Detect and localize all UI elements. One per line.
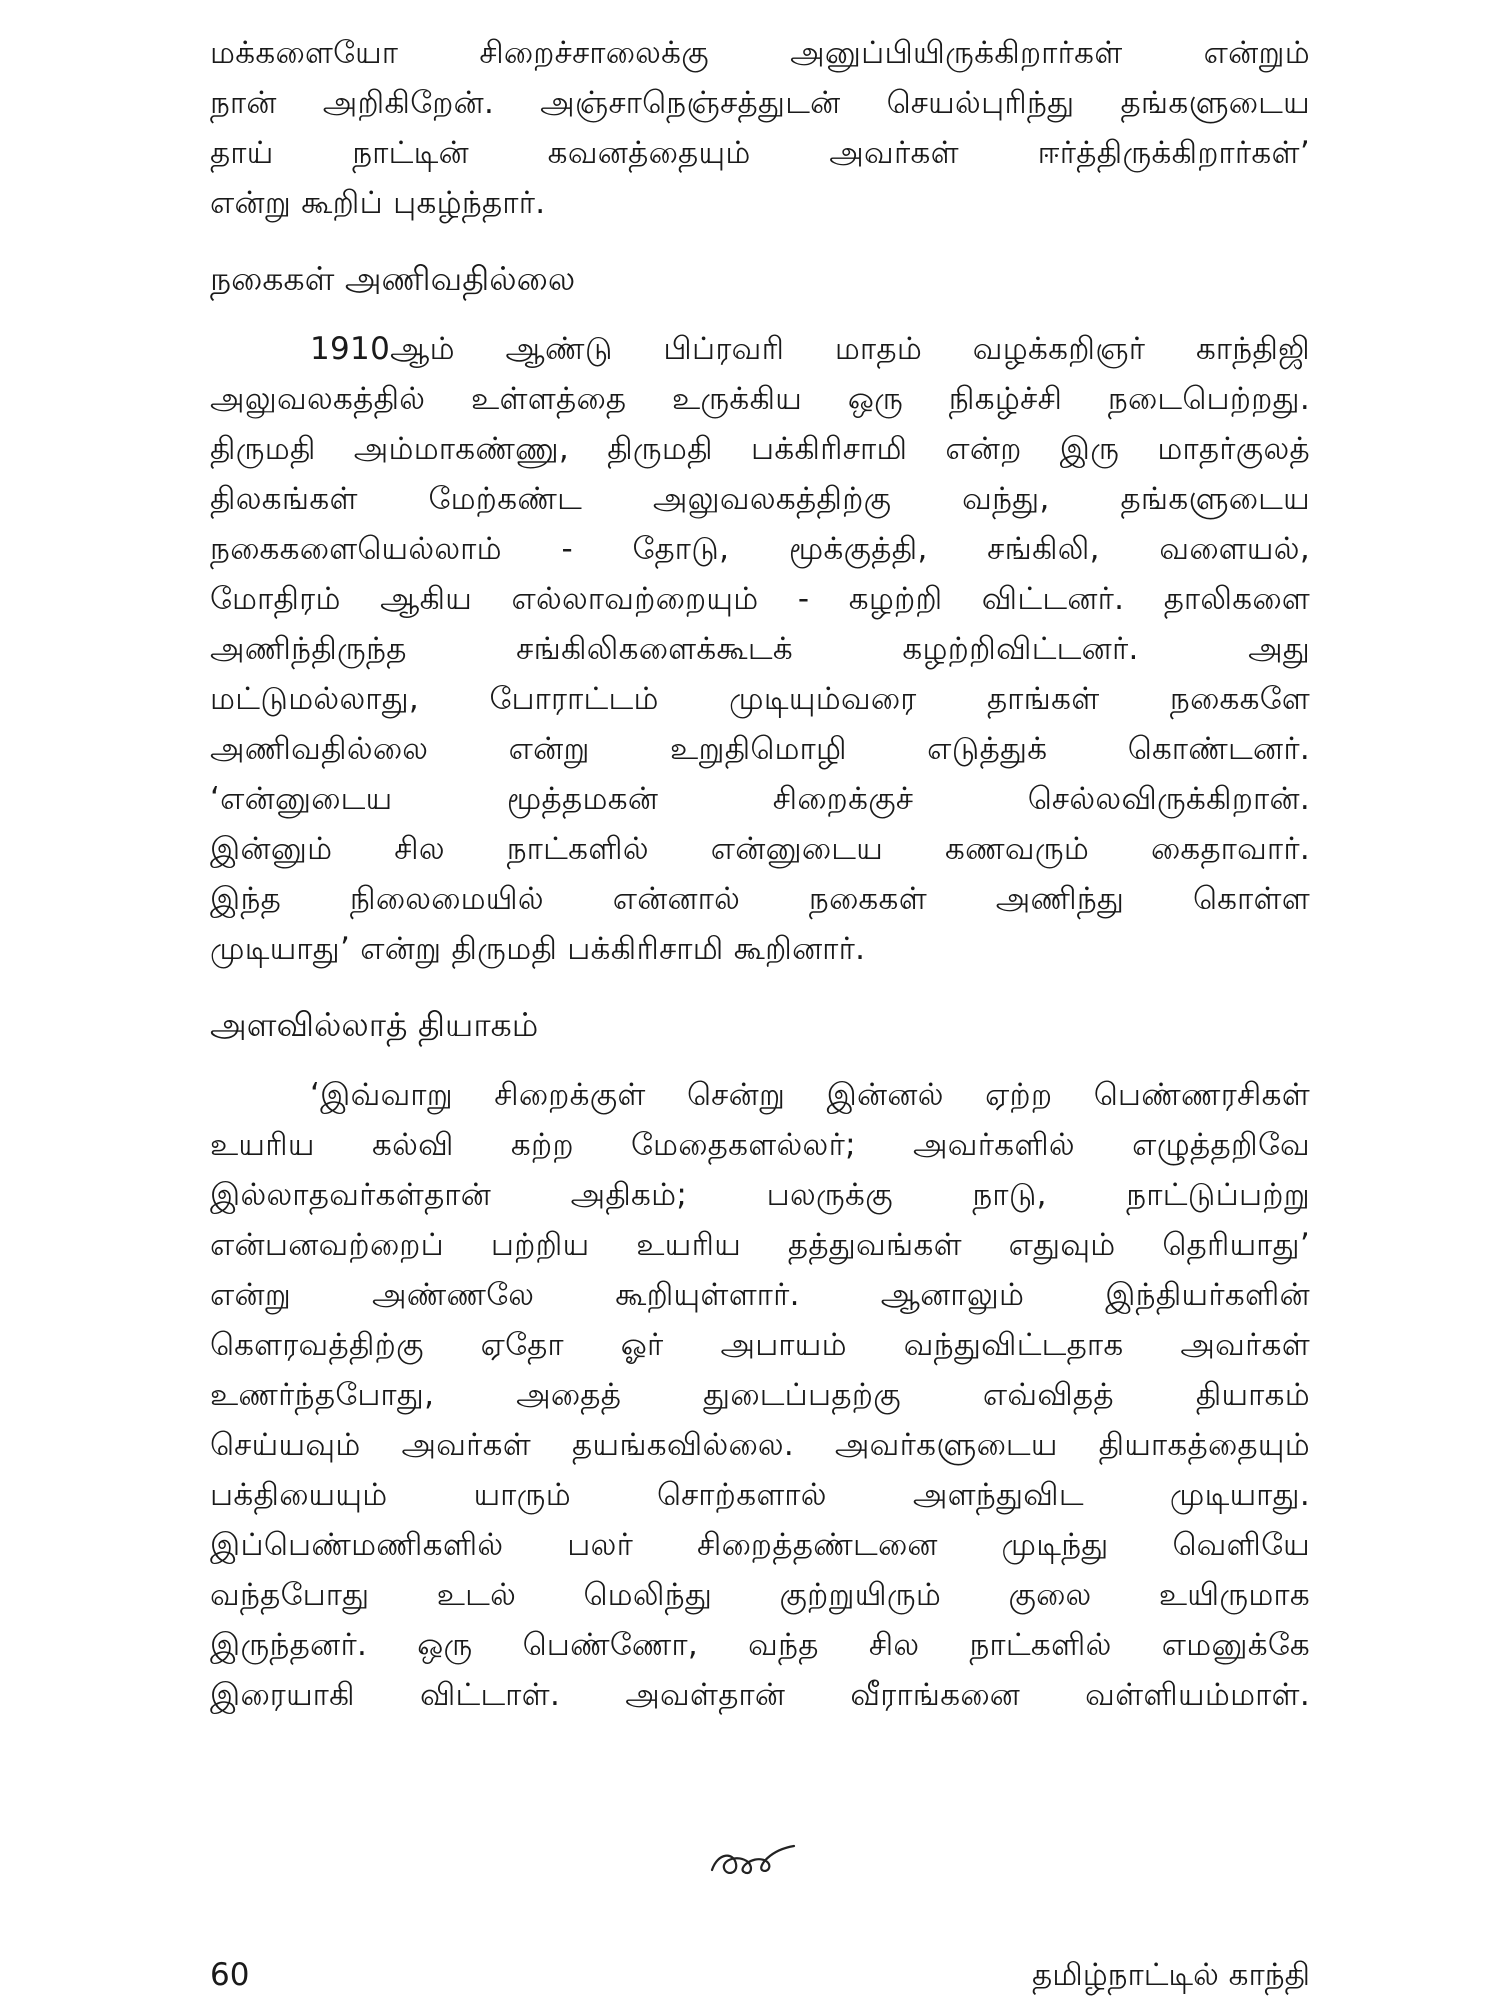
text-line: நான் அறிகிறேன். அஞ்சாநெஞ்சத்துடன் செயல்புரிந்து தங்களுடைய bbox=[210, 85, 1310, 121]
text-line: இன்னும் சில நாட்களில் என்னுடைய கணவரும் கைதாவார். bbox=[210, 831, 1310, 867]
section-paragraph bbox=[210, 1070, 1310, 1720]
section-paragraph bbox=[210, 324, 1310, 974]
text-line: திருமதி அம்மாகண்ணு, திருமதி பக்கிரிசாமி என்ற இரு மாதர்குலத் bbox=[210, 431, 1310, 467]
page-body bbox=[210, 28, 1310, 1720]
section-heading: அளவில்லாத் தியாகம் bbox=[210, 1005, 539, 1044]
text-line: செய்யவும் அவர்கள் தயங்கவில்லை. அவர்களுடைய தியாகத்தையும் bbox=[210, 1427, 1310, 1463]
section-heading: நகைகள் அணிவதில்லை bbox=[210, 259, 576, 298]
text-line: முடியாது’ என்று திருமதி பக்கிரிசாமி கூறினார். bbox=[210, 931, 866, 967]
text-line: உணர்ந்தபோது, அதைத் துடைப்பதற்கு எவ்விதத் தியாகம் bbox=[210, 1377, 1310, 1413]
running-title: தமிழ்நாட்டில் காந்தி bbox=[1032, 1957, 1310, 1993]
text-line: பக்தியையும் யாரும் சொற்களால் அளந்துவிட முடியாது. bbox=[210, 1477, 1310, 1513]
text-line: 1910ஆம் ஆண்டு பிப்ரவரி மாதம் வழக்கறிஞர் காந்திஜி bbox=[310, 331, 1310, 367]
text-line: என்பனவற்றைப் பற்றிய உயரிய தத்துவங்கள் எதுவும் தெரியாது’ bbox=[210, 1227, 1310, 1263]
text-line: மோதிரம் ஆகிய எல்லாவற்றையும் - கழற்றி விட்டனர். தாலிகளை bbox=[210, 581, 1310, 617]
text-line: மட்டுமல்லாது, போராட்டம் முடியும்வரை தாங்கள் நகைகளே bbox=[210, 681, 1310, 717]
text-line: நகைகளையெல்லாம் - தோடு, மூக்குத்தி, சங்கிலி, வளையல், bbox=[210, 531, 1310, 567]
text-line: கௌரவத்திற்கு ஏதோ ஓர் அபாயம் வந்துவிட்டதாக அவர்கள் bbox=[210, 1327, 1310, 1363]
text-line: இல்லாதவர்கள்தான் அதிகம்; பலருக்கு நாடு, நாட்டுப்பற்று bbox=[210, 1177, 1310, 1213]
intro-paragraph bbox=[210, 28, 1310, 228]
text-line: ‘என்னுடைய மூத்தமகன் சிறைக்குச் செல்லவிருக்கிறான். bbox=[210, 781, 1310, 817]
text-line: இருந்தனர். ஒரு பெண்ணோ, வந்த சில நாட்களில் எமனுக்கே bbox=[210, 1627, 1310, 1663]
text-line: அலுவலகத்தில் உள்ளத்தை உருக்கிய ஒரு நிகழ்ச்சி நடைபெற்றது. bbox=[210, 381, 1310, 417]
flourish-ornament-icon bbox=[708, 1840, 798, 1880]
text-line: இரையாகி விட்டாள். அவள்தான் வீராங்கனை வள்ளியம்மாள். bbox=[210, 1677, 1310, 1713]
text-line: என்று கூறிப் புகழ்ந்தார். bbox=[210, 185, 546, 221]
text-line: என்று அண்ணலே கூறியுள்ளார். ஆனாலும் இந்தியர்களின் bbox=[210, 1277, 1310, 1313]
page-number: 60 bbox=[210, 1957, 250, 1993]
text-line: இப்பெண்மணிகளில் பலர் சிறைத்தண்டனை முடிந்து வெளியே bbox=[210, 1527, 1310, 1563]
text-line: அணிந்திருந்த சங்கிலிகளைக்கூடக் கழற்றிவிட்டனர். அது bbox=[210, 631, 1310, 667]
text-line: மக்களையோ சிறைச்சாலைக்கு அனுப்பியிருக்கிறார்கள் என்றும் bbox=[210, 35, 1310, 71]
text-line: இந்த நிலைமையில் என்னால் நகைகள் அணிந்து கொள்ள bbox=[210, 881, 1310, 917]
text-line: தாய் நாட்டின் கவனத்தையும் அவர்கள் ஈர்த்திருக்கிறார்கள்’ bbox=[210, 135, 1310, 171]
text-line: ‘இவ்வாறு சிறைக்குள் சென்று இன்னல் ஏற்ற பெண்ணரசிகள் bbox=[310, 1077, 1310, 1113]
text-line: திலகங்கள் மேற்கண்ட அலுவலகத்திற்கு வந்து, தங்களுடைய bbox=[210, 481, 1310, 517]
text-line: அணிவதில்லை என்று உறுதிமொழி எடுத்துக் கொண்டனர். bbox=[210, 731, 1310, 767]
text-line: உயரிய கல்வி கற்ற மேதைகளல்லர்; அவர்களில் எழுத்தறிவே bbox=[210, 1127, 1310, 1163]
text-line: வந்தபோது உடல் மெலிந்து குற்றுயிரும் குலை உயிருமாக bbox=[210, 1577, 1310, 1613]
